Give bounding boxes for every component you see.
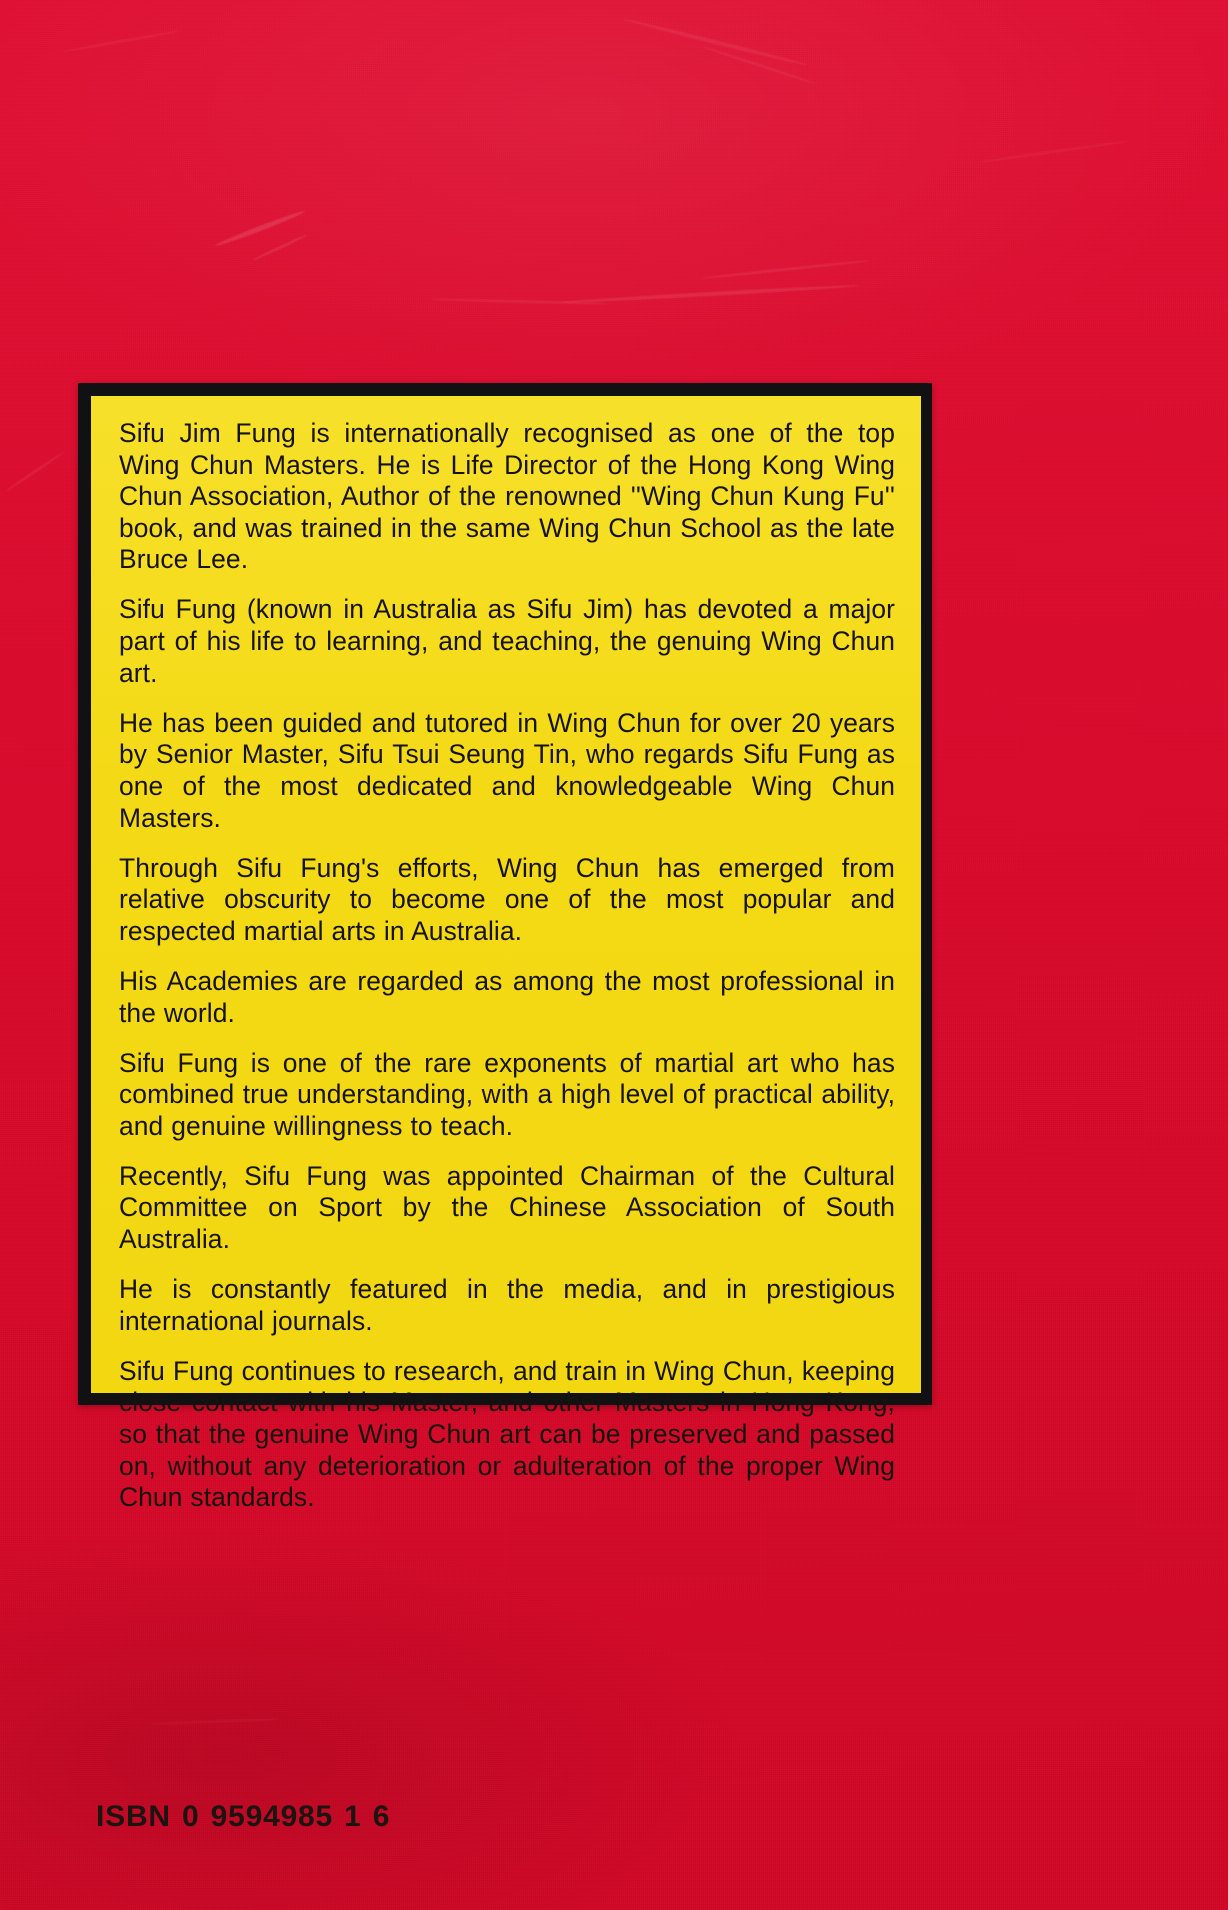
scratch-mark	[5, 451, 65, 493]
blurb-paragraph: He is constantly featured in the media, and in prestigious international journals.	[119, 1274, 895, 1336]
blurb-paragraph: He has been guided and tutored in Wing Chun for over 20 years by Senior Master, Sifu Tsui Seung Tin, who regards Sifu Fung as one of the most dedicated and knowledgeable Wing Chun Masters.	[119, 707, 895, 833]
blurb-paragraph: His Academies are regarded as among the most professional in the world.	[119, 965, 895, 1028]
scratch-mark	[622, 17, 807, 67]
scratch-mark	[150, 1718, 280, 1726]
scratch-mark	[61, 30, 180, 54]
scratch-mark	[430, 298, 610, 306]
isbn-text: ISBN 0 9594985 1 6	[96, 1800, 391, 1833]
author-blurb-inner	[91, 396, 921, 1513]
scratch-mark	[214, 209, 305, 248]
scratch-mark	[981, 140, 1130, 164]
blurb-paragraph: Recently, Sifu Fung was appointed Chairman of the Cultural Committee on Sport by the Chinese Association of South Australia.	[119, 1160, 895, 1255]
blurb-paragraph: Sifu Jim Fung is internationally recognised as one of the top Wing Chun Masters. He is Life Director of the Hong Kong Wing Chun Association, Author of the renowned ''Wing Chun Kung Fu'' book, and was trained in the same Wing Chun School as the late Bruce Lee.	[119, 418, 895, 575]
scratch-mark	[702, 46, 817, 86]
scratch-mark	[560, 284, 860, 305]
blurb-paragraph: Sifu Fung is one of the rare exponents of martial art who has combined true understanding, with a high level of practical ability, and genuine willingness to teach.	[119, 1047, 895, 1141]
blurb-paragraph: Sifu Fung (known in Australia as Sifu Jim) has devoted a major part of his life to learning, and teaching, the genuing Wing Chun art.	[119, 594, 895, 688]
blurb-paragraph: Through Sifu Fung's efforts, Wing Chun has emerged from relative obscurity to become one of the most popular and respected martial arts in Australia.	[119, 852, 895, 946]
scratch-mark	[700, 259, 869, 280]
scratch-mark	[252, 233, 308, 261]
author-blurb-panel	[78, 383, 932, 1513]
blurb-paragraph: Sifu Fung continues to research, and train in Wing Chun, keeping close contact with his Master, and other Masters in Hong Kong, so that the genuine Wing Chun art can be preserved and passed on, without any deterioration or adulteration of the proper Wing Chun standards.	[119, 1355, 895, 1513]
